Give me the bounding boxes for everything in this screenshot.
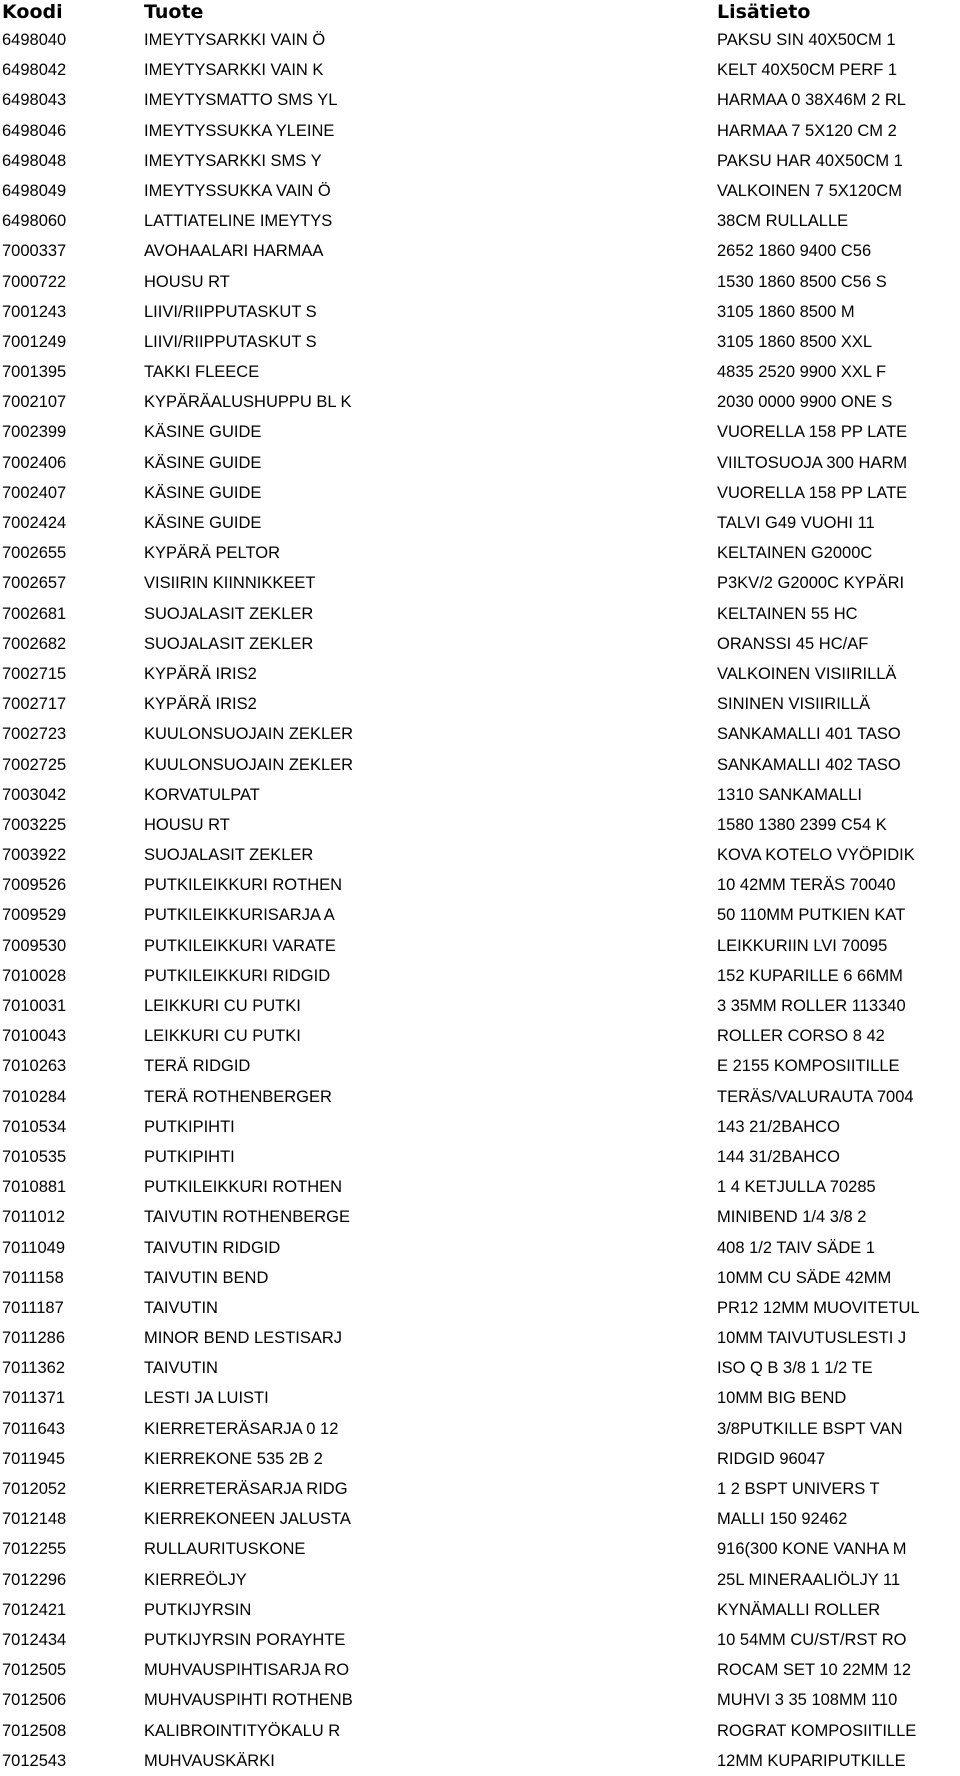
cell-info: 2030 0000 9900 ONE S [717, 393, 893, 412]
table-row [0, 1082, 960, 1112]
table-row [0, 1716, 960, 1746]
cell-code: 7012506 [2, 1691, 67, 1710]
cell-product: IMEYTYSARKKI SMS Y [144, 151, 322, 170]
cell-info: SININEN VISIIRILLÄ [717, 695, 871, 714]
table-row [0, 1534, 960, 1564]
cell-product: PUTKIPIHTI [144, 1117, 235, 1136]
cell-product: PUTKIJYRSIN [144, 1600, 252, 1619]
cell-info: 50 110MM PUTKIEN KAT [717, 906, 906, 925]
cell-product: KÄSINE GUIDE [144, 423, 262, 442]
cell-product: AVOHAALARI HARMAA [144, 242, 324, 261]
table-row [0, 780, 960, 810]
cell-code: 7010535 [2, 1147, 67, 1166]
cell-code: 7003042 [2, 785, 67, 804]
cell-info: TALVI G49 VUOHI 11 [717, 514, 875, 532]
cell-code: 7010263 [2, 1057, 67, 1076]
cell-info: RIDGID 96047 [717, 1449, 826, 1468]
cell-info: ROLLER CORSO 8 42 [717, 1027, 885, 1046]
table-row [0, 961, 960, 991]
cell-code: 7002715 [2, 664, 67, 683]
cell-product: KÄSINE GUIDE [144, 483, 262, 502]
cell-info: PAKSU HAR 40X50CM 1 [717, 151, 903, 170]
table-row [0, 1383, 960, 1413]
cell-product: LESTI JA LUISTI [144, 1389, 269, 1408]
cell-product: KYPÄRÄ IRIS2 [144, 664, 257, 683]
table-row [0, 1051, 960, 1081]
cell-info: 10 42MM TERÄS 70040 [717, 876, 896, 895]
cell-info: 916(300 KONE VANHA M [717, 1540, 907, 1559]
cell-info: 152 KUPARILLE 6 66MM [717, 966, 903, 985]
cell-info: HARMAA 7 5X120 CM 2 [717, 121, 897, 140]
cell-info: ISO Q B 3/8 1 1/2 TE [717, 1359, 873, 1378]
cell-product: KÄSINE GUIDE [144, 453, 262, 472]
cell-code: 7002406 [2, 453, 67, 472]
table-row [0, 55, 960, 85]
cell-info: VALKOINEN VISIIRILLÄ [717, 664, 897, 683]
cell-info: KELTAINEN 55 HC [717, 604, 858, 623]
cell-info: MINIBEND 1/4 3/8 2 [717, 1208, 867, 1227]
cell-code: 7012255 [2, 1540, 67, 1559]
cell-info: 4835 2520 9900 XXL F [717, 363, 887, 382]
table-row [0, 1655, 960, 1685]
cell-code: 7012421 [2, 1600, 67, 1619]
cell-product: KUULONSUOJAIN ZEKLER [144, 725, 354, 744]
cell-code: 6498046 [2, 121, 67, 140]
table-row [0, 1202, 960, 1232]
cell-info: 3/8PUTKILLE BSPT VAN [717, 1419, 903, 1438]
table-row [0, 1233, 960, 1263]
cell-info: 10MM BIG BEND [717, 1389, 847, 1408]
cell-code: 7002655 [2, 544, 67, 563]
cell-info: ROCAM SET 10 22MM 12 [717, 1661, 912, 1680]
cell-info: VALKOINEN 7 5X120CM [717, 181, 902, 200]
table-row [0, 870, 960, 900]
cell-code: 7000337 [2, 242, 67, 261]
table-row [0, 417, 960, 447]
cell-code: 7010534 [2, 1117, 67, 1136]
cell-product: IMEYTYSARKKI VAIN Ö [144, 31, 326, 49]
cell-info: 38CM RULLALLE [717, 212, 849, 231]
table-row [0, 659, 960, 689]
table-row [0, 599, 960, 629]
cell-code: 7002681 [2, 604, 67, 623]
cell-info: KELTAINEN G2000C [717, 544, 873, 563]
table-row [0, 387, 960, 417]
cell-info: TERÄS/VALURAUTA 7004 [717, 1087, 914, 1106]
table-row [0, 116, 960, 146]
cell-product: IMEYTYSARKKI VAIN K [144, 61, 324, 80]
cell-info: 10MM CU SÄDE 42MM [717, 1268, 892, 1287]
cell-code: 7002682 [2, 634, 67, 653]
cell-product: PUTKILEIKKURI ROTHEN [144, 876, 343, 895]
cell-code: 7002657 [2, 574, 67, 593]
cell-code: 6498049 [2, 181, 67, 200]
cell-info: 10MM TAIVUTUSLESTI J [717, 1329, 907, 1348]
table-row [0, 1263, 960, 1293]
cell-product: LIIVI/RIIPPUTASKUT S [144, 302, 317, 321]
cell-code: 7010043 [2, 1027, 67, 1046]
cell-info: 2652 1860 9400 C56 [717, 242, 872, 261]
cell-product: TAIVUTIN ROTHENBERGE [144, 1208, 350, 1227]
cell-info: KOVA KOTELO VYÖPIDIK [717, 846, 915, 865]
cell-code: 7010031 [2, 997, 67, 1015]
table-row [0, 538, 960, 568]
cell-product: TAIVUTIN [144, 1359, 218, 1378]
cell-product: HOUSU RT [144, 272, 230, 291]
cell-product: TAIVUTIN [144, 1298, 218, 1317]
table-row [0, 840, 960, 870]
table-row [0, 146, 960, 176]
cell-product: KALIBROINTITYÖKALU R [144, 1721, 341, 1740]
table-row [0, 931, 960, 961]
table-row [0, 900, 960, 930]
cell-info: 25L MINERAALIÖLJY 11 [717, 1570, 901, 1589]
cell-info: 3105 1860 8500 M [717, 302, 855, 321]
cell-code: 7011012 [2, 1208, 66, 1227]
cell-product: KIERREKONEEN JALUSTA [144, 1510, 351, 1529]
cell-info: 143 21/2BAHCO [717, 1117, 840, 1136]
table-row [0, 1323, 960, 1353]
table-row [0, 719, 960, 749]
cell-info: KELT 40X50CM PERF 1 [717, 61, 898, 80]
cell-code: 7002725 [2, 755, 67, 774]
cell-code: 6498048 [2, 151, 67, 170]
table-row [0, 991, 960, 1021]
cell-info: ROGRAT KOMPOSIITILLE [717, 1721, 917, 1740]
cell-product: PUTKILEIKKURI ROTHEN [144, 1178, 343, 1197]
cell-code: 7001395 [2, 363, 67, 382]
cell-product: MUHVAUSPIHTISARJA RO [144, 1661, 350, 1680]
cell-product: SUOJALASIT ZEKLER [144, 604, 314, 623]
table-row [0, 508, 960, 538]
table-row [0, 448, 960, 478]
table-row [0, 1595, 960, 1625]
cell-product: PUTKIPIHTI [144, 1147, 235, 1166]
cell-code: 7003225 [2, 815, 67, 834]
cell-code: 7011158 [2, 1268, 64, 1287]
cell-info: P3KV/2 G2000C KYPÄRI [717, 574, 905, 593]
cell-code: 7009526 [2, 876, 67, 895]
table-row [0, 1353, 960, 1383]
cell-product: SUOJALASIT ZEKLER [144, 634, 314, 653]
cell-product: MUHVAUSPIHTI ROTHENB [144, 1691, 353, 1710]
cell-product: LEIKKURI CU PUTKI [144, 997, 301, 1015]
table-row [0, 689, 960, 719]
table-row [0, 85, 960, 115]
cell-info: E 2155 KOMPOSIITILLE [717, 1057, 900, 1076]
cell-product: IMEYTYSMATTO SMS YL [144, 91, 338, 110]
table-row [0, 1172, 960, 1202]
cell-code: 7011643 [2, 1419, 66, 1438]
cell-product: TERÄ ROTHENBERGER [144, 1087, 332, 1106]
cell-info: 144 31/2BAHCO [717, 1147, 840, 1166]
cell-info: 3105 1860 8500 XXL [717, 332, 873, 351]
table-row [0, 810, 960, 840]
table-row [0, 1504, 960, 1534]
cell-code: 7011371 [2, 1389, 66, 1408]
cell-info: 1530 1860 8500 C56 S [717, 272, 887, 291]
cell-info: 12MM KUPARIPUTKILLE [717, 1751, 906, 1770]
table-row [0, 357, 960, 387]
cell-code: 7012052 [2, 1480, 67, 1498]
cell-info: 1 4 KETJULLA 70285 [717, 1178, 876, 1197]
cell-code: 6498060 [2, 212, 67, 231]
cell-product: MUHVAUSKÄRKI [144, 1751, 275, 1770]
cell-info: 3 35MM ROLLER 113340 [717, 997, 906, 1015]
cell-code: 7011286 [2, 1329, 66, 1348]
table-row [0, 25, 960, 55]
table-row [0, 1293, 960, 1323]
cell-info: SANKAMALLI 401 TASO [717, 725, 901, 744]
cell-code: 7011945 [2, 1449, 66, 1468]
cell-code: 7012508 [2, 1721, 67, 1740]
cell-product: PUTKILEIKKURISARJA A [144, 906, 335, 925]
cell-code: 7002107 [2, 393, 67, 412]
cell-code: 7002424 [2, 514, 67, 532]
cell-product: KUULONSUOJAIN ZEKLER [144, 755, 354, 774]
table-row [0, 1414, 960, 1444]
cell-info: VUORELLA 158 PP LATE [717, 483, 908, 502]
table-row [0, 297, 960, 327]
table-row [0, 176, 960, 206]
cell-product: HOUSU RT [144, 815, 230, 834]
cell-product: KÄSINE GUIDE [144, 514, 262, 532]
table-row [0, 750, 960, 780]
table-row [0, 1444, 960, 1474]
cell-code: 7001249 [2, 332, 67, 351]
cell-code: 7003922 [2, 846, 67, 865]
cell-product: SUOJALASIT ZEKLER [144, 846, 314, 865]
cell-info: LEIKKURIIN LVI 70095 [717, 936, 888, 955]
table-row [0, 478, 960, 508]
cell-code: 7010881 [2, 1178, 67, 1197]
cell-info: PAKSU SIN 40X50CM 1 [717, 31, 896, 49]
cell-code: 7002399 [2, 423, 67, 442]
cell-product: KIERREÖLJY [144, 1570, 247, 1589]
cell-product: KYPÄRÄALUSHUPPU BL K [144, 393, 352, 412]
cell-code: 7011187 [2, 1298, 64, 1317]
cell-code: 7012434 [2, 1630, 67, 1649]
table-row [0, 568, 960, 598]
cell-product: VISIIRIN KIINNIKKEET [144, 574, 316, 593]
table-header [0, 0, 960, 25]
cell-code: 7000722 [2, 272, 67, 291]
cell-product: LIIVI/RIIPPUTASKUT S [144, 332, 317, 351]
cell-product: KIERRETERÄSARJA RIDG [144, 1480, 348, 1498]
table-row [0, 236, 960, 266]
table-row [0, 206, 960, 236]
cell-code: 7012543 [2, 1751, 67, 1770]
table-row [0, 629, 960, 659]
cell-info: KYNÄMALLI ROLLER [717, 1600, 881, 1619]
cell-info: VIILTOSUOJA 300 HARM [717, 453, 908, 472]
table-row [0, 1685, 960, 1715]
cell-code: 7001243 [2, 302, 67, 321]
cell-product: PUTKIJYRSIN PORAYHTE [144, 1630, 346, 1649]
cell-info: VUORELLA 158 PP LATE [717, 423, 908, 442]
table-body [0, 25, 960, 1776]
header-info: Lisätieto [717, 1, 811, 23]
cell-product: KORVATULPAT [144, 785, 260, 804]
cell-code: 7002717 [2, 695, 67, 714]
cell-code: 7012505 [2, 1661, 67, 1680]
cell-info: 1 2 BSPT UNIVERS T [717, 1480, 880, 1498]
cell-info: MUHVI 3 35 108MM 110 [717, 1691, 898, 1710]
cell-code: 7009530 [2, 936, 67, 955]
cell-code: 7009529 [2, 906, 67, 925]
cell-info: PR12 12MM MUOVITETUL [717, 1298, 920, 1317]
cell-product: KIERRETERÄSARJA 0 12 [144, 1419, 339, 1438]
cell-product: MINOR BEND LESTISARJ [144, 1329, 343, 1348]
cell-info: 1310 SANKAMALLI [717, 785, 862, 804]
cell-product: TAKKI FLEECE [144, 363, 260, 382]
header-product: Tuote [144, 1, 204, 23]
cell-product: KIERREKONE 535 2B 2 [144, 1449, 323, 1468]
table-row [0, 267, 960, 297]
table-row [0, 1625, 960, 1655]
table-row [0, 1474, 960, 1504]
cell-product: LEIKKURI CU PUTKI [144, 1027, 301, 1046]
cell-code: 7011362 [2, 1359, 66, 1378]
cell-product: TERÄ RIDGID [144, 1057, 251, 1076]
cell-product: PUTKILEIKKURI VARATE [144, 936, 336, 955]
cell-info: 10 54MM CU/ST/RST RO [717, 1630, 907, 1649]
cell-code: 7012296 [2, 1570, 67, 1589]
cell-code: 7012148 [2, 1510, 67, 1529]
cell-info: SANKAMALLI 402 TASO [717, 755, 901, 774]
cell-info: MALLI 150 92462 [717, 1510, 848, 1529]
cell-code: 7011049 [2, 1238, 66, 1257]
cell-product: PUTKILEIKKURI RIDGID [144, 966, 331, 985]
header-code: Koodi [2, 1, 63, 23]
cell-info: 1580 1380 2399 C54 K [717, 815, 887, 834]
cell-info: ORANSSI 45 HC/AF [717, 634, 869, 653]
table-row [0, 1746, 960, 1776]
cell-product: TAIVUTIN BEND [144, 1268, 269, 1287]
cell-code: 6498040 [2, 31, 67, 49]
cell-info: HARMAA 0 38X46M 2 RL [717, 91, 906, 110]
cell-product: IMEYTYSSUKKA YLEINE [144, 121, 335, 140]
cell-product: RULLAURITUSKONE [144, 1540, 306, 1559]
cell-product: LATTIATELINE IMEYTYS [144, 212, 333, 231]
table-row [0, 1112, 960, 1142]
cell-product: KYPÄRÄ IRIS2 [144, 695, 257, 714]
table-row [0, 1021, 960, 1051]
cell-product: IMEYTYSSUKKA VAIN Ö [144, 181, 331, 200]
cell-code: 6498043 [2, 91, 67, 110]
cell-product: TAIVUTIN RIDGID [144, 1238, 281, 1257]
cell-code: 7002407 [2, 483, 67, 502]
table-row [0, 1142, 960, 1172]
cell-code: 7010284 [2, 1087, 67, 1106]
table-row [0, 1565, 960, 1595]
cell-product: KYPÄRÄ PELTOR [144, 544, 281, 563]
table-row [0, 327, 960, 357]
cell-code: 7010028 [2, 966, 67, 985]
cell-info: 408 1/2 TAIV SÄDE 1 [717, 1238, 876, 1257]
cell-code: 6498042 [2, 61, 67, 80]
cell-code: 7002723 [2, 725, 67, 744]
